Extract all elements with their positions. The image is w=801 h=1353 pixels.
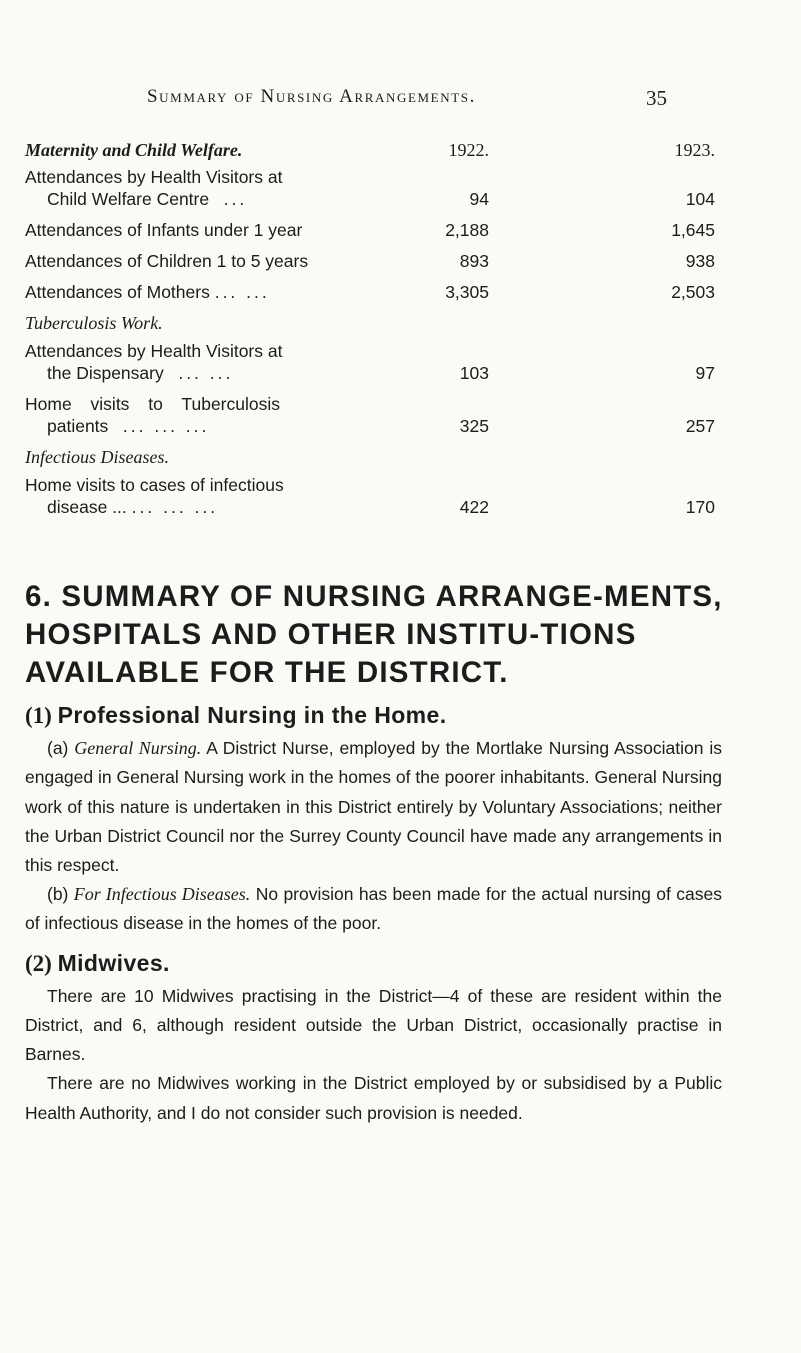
section-heading-infectious: Infectious Diseases. <box>25 447 169 467</box>
paragraph-midwives-2: There are no Midwives working in the District employed by or subsidised by a Public Health Authority, and I do not consider such provision is needed. <box>25 1073 722 1123</box>
value-1923: 104 <box>685 189 715 209</box>
value-1923: 170 <box>685 497 715 517</box>
value-1922: 325 <box>459 416 489 436</box>
paragraph-text: A District Nurse, employed by the Mortlake Nursing Association is engaged in General Nursing work in the homes of the poorer inhabitants. General Nursing work of this nature is undertaken in this District entirely by Voluntary Associations; neither the Urban District Council nor the Surrey County Council have made any arrangements in this respect. <box>25 738 722 876</box>
table-row <box>25 250 715 272</box>
item-label: (b) <box>47 884 69 905</box>
running-head-title: Summary of Nursing Arrangements. <box>147 86 476 107</box>
row-label: Attendances of Mothers <box>25 282 210 302</box>
value-1923: 257 <box>685 416 715 436</box>
subsection-title: Midwives. <box>57 949 170 976</box>
row-label: Attendances by Health Visitors at <box>25 341 283 361</box>
table-row <box>25 340 715 384</box>
paragraph-infectious-diseases <box>25 880 722 938</box>
item-italic-heading: For Infectious Diseases. <box>73 884 251 905</box>
value-1923: 2,503 <box>671 282 715 302</box>
row-label: Attendances by Health Visitors at <box>25 167 283 187</box>
value-1922: 3,305 <box>445 282 489 302</box>
item-label: (a) <box>47 738 69 759</box>
subsection-title: Professional Nursing in the Home. <box>57 702 447 728</box>
value-1923: 938 <box>685 251 715 271</box>
value-1922: 893 <box>459 251 489 271</box>
table-row <box>25 166 715 210</box>
table-row <box>25 474 715 518</box>
paragraph-midwives-1: There are 10 Midwives practising in the District—4 of these are resident within the District, and 6, although resident outside the Urban District, occasionally practise in Barnes. <box>25 985 722 1065</box>
leader-dots: ... <box>223 189 248 209</box>
subsection-number: (2) <box>25 950 52 976</box>
row-label-cont: patients <box>47 416 109 436</box>
row-label: Home visits to Tuberculosis <box>25 394 280 414</box>
section-heading-tuberculosis: Tuberculosis Work. <box>25 313 163 333</box>
subsection-2-heading <box>25 949 722 978</box>
subsection-number: (1) <box>25 703 52 728</box>
paragraph-general-nursing <box>25 734 722 880</box>
leader-dots: ... ... <box>178 363 234 383</box>
subsection-1-heading <box>25 701 722 730</box>
row-label-cont: the Dispensary <box>47 363 164 383</box>
table-row <box>25 219 715 241</box>
row-label: Attendances of Children 1 to 5 years <box>25 251 309 271</box>
statistics-table <box>25 139 715 527</box>
leader-dots: ... ... ... <box>122 416 210 436</box>
row-label-cont: Child Welfare Centre <box>47 189 210 209</box>
section-6-body <box>25 701 722 1128</box>
column-header-1922: 1922. <box>448 140 489 160</box>
value-1922: 103 <box>459 363 489 383</box>
value-1922: 94 <box>469 189 489 209</box>
row-label: Attendances of Infants under 1 year <box>25 220 303 240</box>
section-6-title: 6. SUMMARY OF NURSING ARRANGE-MENTS, HOSPITALS AND OTHER INSTITU-TIONS AVAILABLE FOR THE DISTRICT. <box>25 580 723 689</box>
paragraph-text: No provision has been made for the actual nursing of cases of infectious disease in the homes of the poor. <box>25 884 722 934</box>
leader-dots: ... ... <box>214 282 270 302</box>
value-1923: 97 <box>695 363 715 383</box>
section-heading-maternity: Maternity and Child Welfare. <box>25 140 243 160</box>
value-1922: 2,188 <box>445 220 489 240</box>
table-row <box>25 281 715 303</box>
value-1923: 1,645 <box>671 220 715 240</box>
row-label: Home visits to cases of infectious <box>25 475 284 495</box>
column-header-1923: 1923. <box>674 140 715 160</box>
item-italic-heading: General Nursing. <box>74 738 202 759</box>
leader-dots: ... ... ... <box>131 497 219 517</box>
table-header-row <box>25 139 715 161</box>
value-1922: 422 <box>459 497 489 517</box>
page-number: 35 <box>646 86 667 110</box>
table-row <box>25 393 715 437</box>
row-label-cont: disease ... <box>47 497 127 517</box>
